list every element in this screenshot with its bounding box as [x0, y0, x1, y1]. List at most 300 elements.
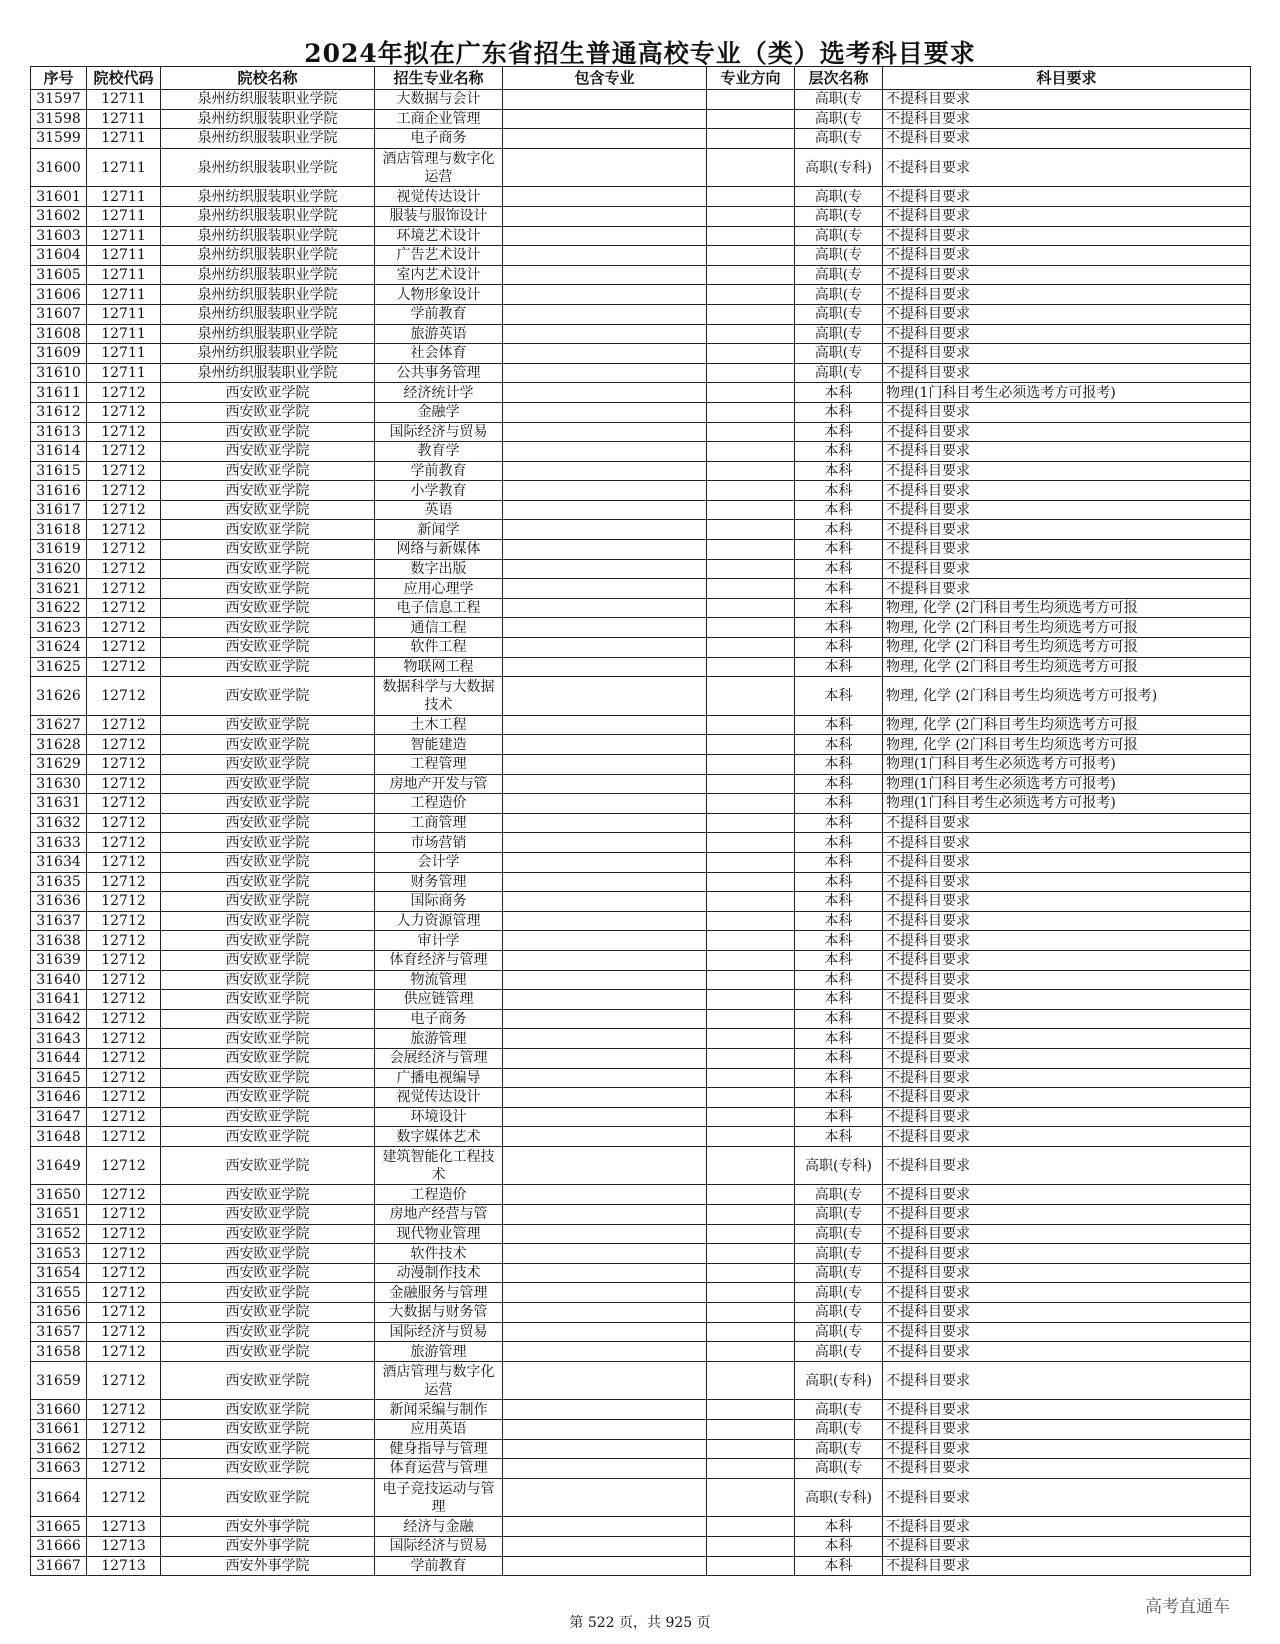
cell-index: 31632 [31, 813, 87, 833]
cell-index: 31628 [31, 735, 87, 755]
cell-included-majors [503, 931, 707, 951]
cell-school-code: 12712 [87, 1459, 161, 1479]
cell-major-name: 经济统计学 [375, 383, 503, 403]
cell-included-majors [503, 90, 707, 110]
cell-subject-requirement: 物理, 化学 (2门科目考生均须选考方可报 [883, 638, 1251, 658]
cell-level: 高职(专 [795, 1224, 883, 1244]
cell-level: 高职(专 [795, 265, 883, 285]
cell-subject-requirement: 物理, 化学 (2门科目考生均须选考方可报 [883, 598, 1251, 618]
table-row [31, 715, 1251, 735]
table-row [31, 1244, 1251, 1264]
cell-school-name: 西安欧亚学院 [161, 1185, 375, 1205]
cell-included-majors [503, 852, 707, 872]
table-row [31, 1556, 1251, 1576]
cell-major-direction [707, 852, 795, 872]
cell-level: 本科 [795, 1556, 883, 1576]
cell-major-name: 动漫制作技术 [375, 1263, 503, 1283]
cell-major-name: 电子商务 [375, 129, 503, 149]
cell-school-code: 12711 [87, 265, 161, 285]
table-row [31, 187, 1251, 207]
cell-included-majors [503, 1205, 707, 1225]
cell-major-name: 工程管理 [375, 755, 503, 775]
cell-school-name: 西安欧亚学院 [161, 579, 375, 599]
cell-major-direction [707, 559, 795, 579]
cell-school-name: 西安欧亚学院 [161, 990, 375, 1010]
cell-level: 本科 [795, 1048, 883, 1068]
cell-major-name: 旅游管理 [375, 1342, 503, 1362]
cell-major-name: 软件工程 [375, 638, 503, 658]
cell-major-direction [707, 1048, 795, 1068]
cell-subject-requirement: 不提科目要求 [883, 500, 1251, 520]
cell-school-code: 12712 [87, 735, 161, 755]
cell-level: 高职(专 [795, 1185, 883, 1205]
cell-index: 31618 [31, 520, 87, 540]
cell-index: 31621 [31, 579, 87, 599]
cell-subject-requirement: 不提科目要求 [883, 833, 1251, 853]
cell-school-name: 西安欧亚学院 [161, 852, 375, 872]
cell-school-name: 西安欧亚学院 [161, 1439, 375, 1459]
cell-school-name: 泉州纺织服装职业学院 [161, 148, 375, 187]
cell-index: 31660 [31, 1400, 87, 1420]
table-row [31, 1205, 1251, 1225]
cell-school-code: 12712 [87, 1146, 161, 1185]
table-row [31, 1400, 1251, 1420]
cell-school-code: 12712 [87, 461, 161, 481]
cell-major-name: 房地产经营与管 [375, 1205, 503, 1225]
cell-index: 31667 [31, 1556, 87, 1576]
cell-subject-requirement: 不提科目要求 [883, 304, 1251, 324]
cell-included-majors [503, 1517, 707, 1537]
cell-subject-requirement: 不提科目要求 [883, 442, 1251, 462]
table-row [31, 265, 1251, 285]
table-row [31, 1322, 1251, 1342]
cell-school-code: 12711 [87, 363, 161, 383]
table-row [31, 402, 1251, 422]
cell-index: 31638 [31, 931, 87, 951]
requirements-table [30, 66, 1251, 1576]
cell-school-name: 西安欧亚学院 [161, 1029, 375, 1049]
table-row [31, 677, 1251, 716]
cell-school-name: 西安欧亚学院 [161, 1459, 375, 1479]
cell-level: 本科 [795, 774, 883, 794]
cell-included-majors [503, 1536, 707, 1556]
cell-included-majors [503, 1400, 707, 1420]
cell-level: 高职(专 [795, 90, 883, 110]
cell-major-direction [707, 324, 795, 344]
cell-index: 31634 [31, 852, 87, 872]
cell-subject-requirement: 不提科目要求 [883, 1244, 1251, 1264]
cell-school-name: 西安欧亚学院 [161, 540, 375, 560]
cell-index: 31629 [31, 755, 87, 775]
cell-level: 高职(专 [795, 1420, 883, 1440]
table-row [31, 422, 1251, 442]
cell-index: 31599 [31, 129, 87, 149]
cell-school-code: 12712 [87, 931, 161, 951]
cell-included-majors [503, 1283, 707, 1303]
cell-major-direction [707, 442, 795, 462]
table-row [31, 1536, 1251, 1556]
cell-school-name: 西安欧亚学院 [161, 892, 375, 912]
cell-subject-requirement: 不提科目要求 [883, 559, 1251, 579]
cell-level: 高职(专科) [795, 1478, 883, 1517]
cell-level: 本科 [795, 461, 883, 481]
table-row [31, 246, 1251, 266]
cell-major-name: 现代物业管理 [375, 1224, 503, 1244]
cell-subject-requirement: 不提科目要求 [883, 265, 1251, 285]
cell-included-majors [503, 1029, 707, 1049]
cell-major-direction [707, 598, 795, 618]
cell-index: 31664 [31, 1478, 87, 1517]
cell-level: 本科 [795, 677, 883, 716]
cell-school-code: 12712 [87, 1478, 161, 1517]
cell-major-direction [707, 1224, 795, 1244]
cell-index: 31637 [31, 911, 87, 931]
cell-level: 高职(专 [795, 363, 883, 383]
cell-school-name: 西安欧亚学院 [161, 638, 375, 658]
table-row [31, 1439, 1251, 1459]
cell-major-direction [707, 715, 795, 735]
cell-school-name: 西安欧亚学院 [161, 1244, 375, 1264]
cell-subject-requirement: 不提科目要求 [883, 1009, 1251, 1029]
cell-included-majors [503, 324, 707, 344]
cell-school-code: 12711 [87, 246, 161, 266]
cell-school-code: 12712 [87, 1322, 161, 1342]
cell-subject-requirement: 物理, 化学 (2门科目考生均须选考方可报 [883, 657, 1251, 677]
cell-school-code: 12712 [87, 1244, 161, 1264]
cell-index: 31620 [31, 559, 87, 579]
table-row [31, 90, 1251, 110]
cell-school-code: 12711 [87, 226, 161, 246]
cell-included-majors [503, 735, 707, 755]
cell-included-majors [503, 1244, 707, 1264]
cell-major-name: 工程造价 [375, 1185, 503, 1205]
cell-school-code: 12712 [87, 911, 161, 931]
cell-school-code: 12712 [87, 442, 161, 462]
cell-index: 31663 [31, 1459, 87, 1479]
table-row [31, 520, 1251, 540]
cell-included-majors [503, 1322, 707, 1342]
cell-index: 31641 [31, 990, 87, 1010]
table-row [31, 931, 1251, 951]
cell-major-name: 教育学 [375, 442, 503, 462]
cell-subject-requirement: 不提科目要求 [883, 1263, 1251, 1283]
cell-index: 31659 [31, 1361, 87, 1400]
cell-index: 31598 [31, 109, 87, 129]
cell-level: 本科 [795, 755, 883, 775]
cell-major-name: 小学教育 [375, 481, 503, 501]
cell-school-code: 12712 [87, 990, 161, 1010]
cell-included-majors [503, 481, 707, 501]
cell-subject-requirement: 不提科目要求 [883, 246, 1251, 266]
cell-major-name: 电子信息工程 [375, 598, 503, 618]
cell-index: 31652 [31, 1224, 87, 1244]
cell-subject-requirement: 不提科目要求 [883, 1107, 1251, 1127]
cell-major-name: 人力资源管理 [375, 911, 503, 931]
cell-index: 31650 [31, 1185, 87, 1205]
cell-level: 高职(专 [795, 1459, 883, 1479]
cell-included-majors [503, 402, 707, 422]
cell-major-name: 室内艺术设计 [375, 265, 503, 285]
cell-school-code: 12712 [87, 892, 161, 912]
cell-index: 31627 [31, 715, 87, 735]
cell-school-name: 西安欧亚学院 [161, 911, 375, 931]
cell-major-direction [707, 677, 795, 716]
table-row [31, 911, 1251, 931]
cell-school-name: 西安欧亚学院 [161, 774, 375, 794]
cell-major-direction [707, 1205, 795, 1225]
cell-included-majors [503, 540, 707, 560]
cell-index: 31643 [31, 1029, 87, 1049]
cell-index: 31642 [31, 1009, 87, 1029]
cell-school-code: 12712 [87, 1342, 161, 1362]
cell-major-name: 国际经济与贸易 [375, 1322, 503, 1342]
cell-major-direction [707, 872, 795, 892]
header-school-code: 院校代码 [87, 67, 161, 90]
cell-subject-requirement: 不提科目要求 [883, 422, 1251, 442]
cell-subject-requirement: 不提科目要求 [883, 363, 1251, 383]
table-row [31, 383, 1251, 403]
cell-level: 本科 [795, 481, 883, 501]
cell-level: 本科 [795, 540, 883, 560]
cell-major-name: 经济与金融 [375, 1517, 503, 1537]
cell-level: 高职(专 [795, 285, 883, 305]
table-row [31, 1127, 1251, 1147]
cell-index: 31617 [31, 500, 87, 520]
cell-school-name: 泉州纺织服装职业学院 [161, 109, 375, 129]
table-row [31, 833, 1251, 853]
cell-included-majors [503, 1009, 707, 1029]
page-footer: 第 522 页，共 925 页 [569, 1615, 711, 1631]
cell-school-name: 泉州纺织服装职业学院 [161, 324, 375, 344]
cell-school-name: 西安欧亚学院 [161, 402, 375, 422]
cell-major-direction [707, 813, 795, 833]
cell-included-majors [503, 129, 707, 149]
table-row [31, 1088, 1251, 1108]
cell-major-name: 供应链管理 [375, 990, 503, 1010]
cell-level: 高职(专 [795, 1322, 883, 1342]
cell-subject-requirement: 不提科目要求 [883, 148, 1251, 187]
cell-level: 高职(专 [795, 344, 883, 364]
cell-index: 31610 [31, 363, 87, 383]
cell-major-name: 新闻采编与制作 [375, 1400, 503, 1420]
table-row [31, 129, 1251, 149]
cell-school-name: 西安欧亚学院 [161, 794, 375, 814]
cell-major-name: 房地产开发与管 [375, 774, 503, 794]
cell-subject-requirement: 不提科目要求 [883, 1536, 1251, 1556]
cell-index: 31666 [31, 1536, 87, 1556]
cell-subject-requirement: 不提科目要求 [883, 1459, 1251, 1479]
cell-school-name: 泉州纺织服装职业学院 [161, 90, 375, 110]
table-header-row [31, 67, 1251, 90]
header-major-direction: 专业方向 [707, 67, 795, 90]
cell-major-name: 大数据与会计 [375, 90, 503, 110]
cell-included-majors [503, 638, 707, 658]
cell-included-majors [503, 226, 707, 246]
cell-school-name: 西安欧亚学院 [161, 1283, 375, 1303]
cell-index: 31656 [31, 1303, 87, 1323]
cell-major-direction [707, 422, 795, 442]
cell-index: 31614 [31, 442, 87, 462]
cell-included-majors [503, 109, 707, 129]
cell-level: 本科 [795, 794, 883, 814]
cell-school-name: 西安欧亚学院 [161, 520, 375, 540]
cell-level: 本科 [795, 990, 883, 1010]
cell-school-name: 西安欧亚学院 [161, 1478, 375, 1517]
cell-major-name: 体育运营与管理 [375, 1459, 503, 1479]
table-row [31, 206, 1251, 226]
cell-school-code: 12712 [87, 1303, 161, 1323]
cell-major-direction [707, 1420, 795, 1440]
cell-major-direction [707, 1361, 795, 1400]
cell-major-direction [707, 1088, 795, 1108]
table-row [31, 950, 1251, 970]
cell-subject-requirement: 不提科目要求 [883, 324, 1251, 344]
cell-major-name: 环境设计 [375, 1107, 503, 1127]
cell-major-direction [707, 579, 795, 599]
cell-major-name: 人物形象设计 [375, 285, 503, 305]
table-row [31, 1283, 1251, 1303]
cell-subject-requirement: 不提科目要求 [883, 1478, 1251, 1517]
cell-subject-requirement: 不提科目要求 [883, 813, 1251, 833]
cell-major-direction [707, 618, 795, 638]
cell-school-code: 12712 [87, 657, 161, 677]
cell-major-direction [707, 950, 795, 970]
cell-subject-requirement: 不提科目要求 [883, 187, 1251, 207]
cell-level: 高职(专 [795, 1303, 883, 1323]
cell-school-name: 西安欧亚学院 [161, 970, 375, 990]
cell-major-direction [707, 1107, 795, 1127]
table-row [31, 500, 1251, 520]
cell-major-name: 物流管理 [375, 970, 503, 990]
cell-included-majors [503, 1459, 707, 1479]
cell-school-name: 泉州纺织服装职业学院 [161, 285, 375, 305]
table-row [31, 1342, 1251, 1362]
cell-major-direction [707, 833, 795, 853]
table-row [31, 1029, 1251, 1049]
cell-school-code: 12711 [87, 206, 161, 226]
cell-major-direction [707, 344, 795, 364]
cell-major-direction [707, 461, 795, 481]
cell-major-direction [707, 500, 795, 520]
cell-subject-requirement: 不提科目要求 [883, 1322, 1251, 1342]
cell-index: 31633 [31, 833, 87, 853]
cell-school-name: 西安欧亚学院 [161, 715, 375, 735]
cell-major-direction [707, 1342, 795, 1362]
cell-level: 本科 [795, 1029, 883, 1049]
table-row [31, 618, 1251, 638]
cell-major-direction [707, 1029, 795, 1049]
cell-included-majors [503, 657, 707, 677]
cell-major-name: 数字媒体艺术 [375, 1127, 503, 1147]
cell-school-code: 12712 [87, 774, 161, 794]
table-row [31, 579, 1251, 599]
table-row [31, 1107, 1251, 1127]
cell-school-name: 泉州纺织服装职业学院 [161, 265, 375, 285]
cell-subject-requirement: 不提科目要求 [883, 1556, 1251, 1576]
cell-included-majors [503, 1263, 707, 1283]
cell-school-name: 西安欧亚学院 [161, 833, 375, 853]
cell-major-direction [707, 1517, 795, 1537]
cell-subject-requirement: 不提科目要求 [883, 1068, 1251, 1088]
cell-included-majors [503, 363, 707, 383]
cell-major-direction [707, 1478, 795, 1517]
cell-subject-requirement: 不提科目要求 [883, 1185, 1251, 1205]
table-row [31, 813, 1251, 833]
cell-school-name: 西安欧亚学院 [161, 598, 375, 618]
cell-level: 高职(专 [795, 324, 883, 344]
cell-level: 本科 [795, 931, 883, 951]
cell-subject-requirement: 不提科目要求 [883, 1029, 1251, 1049]
table-row [31, 1361, 1251, 1400]
cell-school-code: 12712 [87, 715, 161, 735]
cell-included-majors [503, 1048, 707, 1068]
cell-major-name: 工程造价 [375, 794, 503, 814]
cell-index: 31624 [31, 638, 87, 658]
cell-subject-requirement: 不提科目要求 [883, 872, 1251, 892]
cell-school-name: 西安欧亚学院 [161, 657, 375, 677]
cell-major-name: 体育经济与管理 [375, 950, 503, 970]
cell-major-name: 工商管理 [375, 813, 503, 833]
cell-major-direction [707, 1439, 795, 1459]
cell-subject-requirement: 不提科目要求 [883, 344, 1251, 364]
cell-included-majors [503, 1361, 707, 1400]
cell-school-name: 西安欧亚学院 [161, 1303, 375, 1323]
cell-level: 高职(专 [795, 246, 883, 266]
cell-school-name: 西安欧亚学院 [161, 383, 375, 403]
cell-subject-requirement: 不提科目要求 [883, 520, 1251, 540]
cell-school-code: 12712 [87, 1361, 161, 1400]
table-row [31, 794, 1251, 814]
cell-school-name: 西安欧亚学院 [161, 931, 375, 951]
cell-school-code: 12712 [87, 383, 161, 403]
cell-level: 本科 [795, 735, 883, 755]
cell-included-majors [503, 206, 707, 226]
cell-included-majors [503, 520, 707, 540]
cell-subject-requirement: 物理, 化学 (2门科目考生均须选考方可报考) [883, 677, 1251, 716]
cell-level: 高职(专 [795, 187, 883, 207]
cell-major-direction [707, 970, 795, 990]
cell-school-code: 12711 [87, 304, 161, 324]
cell-school-name: 西安欧亚学院 [161, 872, 375, 892]
cell-major-direction [707, 383, 795, 403]
cell-major-direction [707, 481, 795, 501]
cell-subject-requirement: 不提科目要求 [883, 1088, 1251, 1108]
table-row [31, 1048, 1251, 1068]
table-row [31, 1068, 1251, 1088]
page-title: 2024年拟在广东省招生普通高校专业（类）选考科目要求 [304, 39, 976, 68]
table-row [31, 774, 1251, 794]
cell-major-name: 应用英语 [375, 1420, 503, 1440]
cell-level: 高职(专 [795, 1244, 883, 1264]
cell-level: 高职(专科) [795, 1146, 883, 1185]
cell-school-code: 12711 [87, 90, 161, 110]
table-row [31, 872, 1251, 892]
cell-index: 31611 [31, 383, 87, 403]
cell-school-code: 12712 [87, 872, 161, 892]
cell-school-code: 12712 [87, 500, 161, 520]
cell-subject-requirement: 不提科目要求 [883, 90, 1251, 110]
cell-major-direction [707, 794, 795, 814]
cell-subject-requirement: 不提科目要求 [883, 1048, 1251, 1068]
cell-major-direction [707, 265, 795, 285]
cell-index: 31649 [31, 1146, 87, 1185]
cell-level: 本科 [795, 1009, 883, 1029]
cell-included-majors [503, 1420, 707, 1440]
cell-included-majors [503, 579, 707, 599]
cell-major-direction [707, 1322, 795, 1342]
cell-major-direction [707, 129, 795, 149]
cell-school-code: 12712 [87, 540, 161, 560]
